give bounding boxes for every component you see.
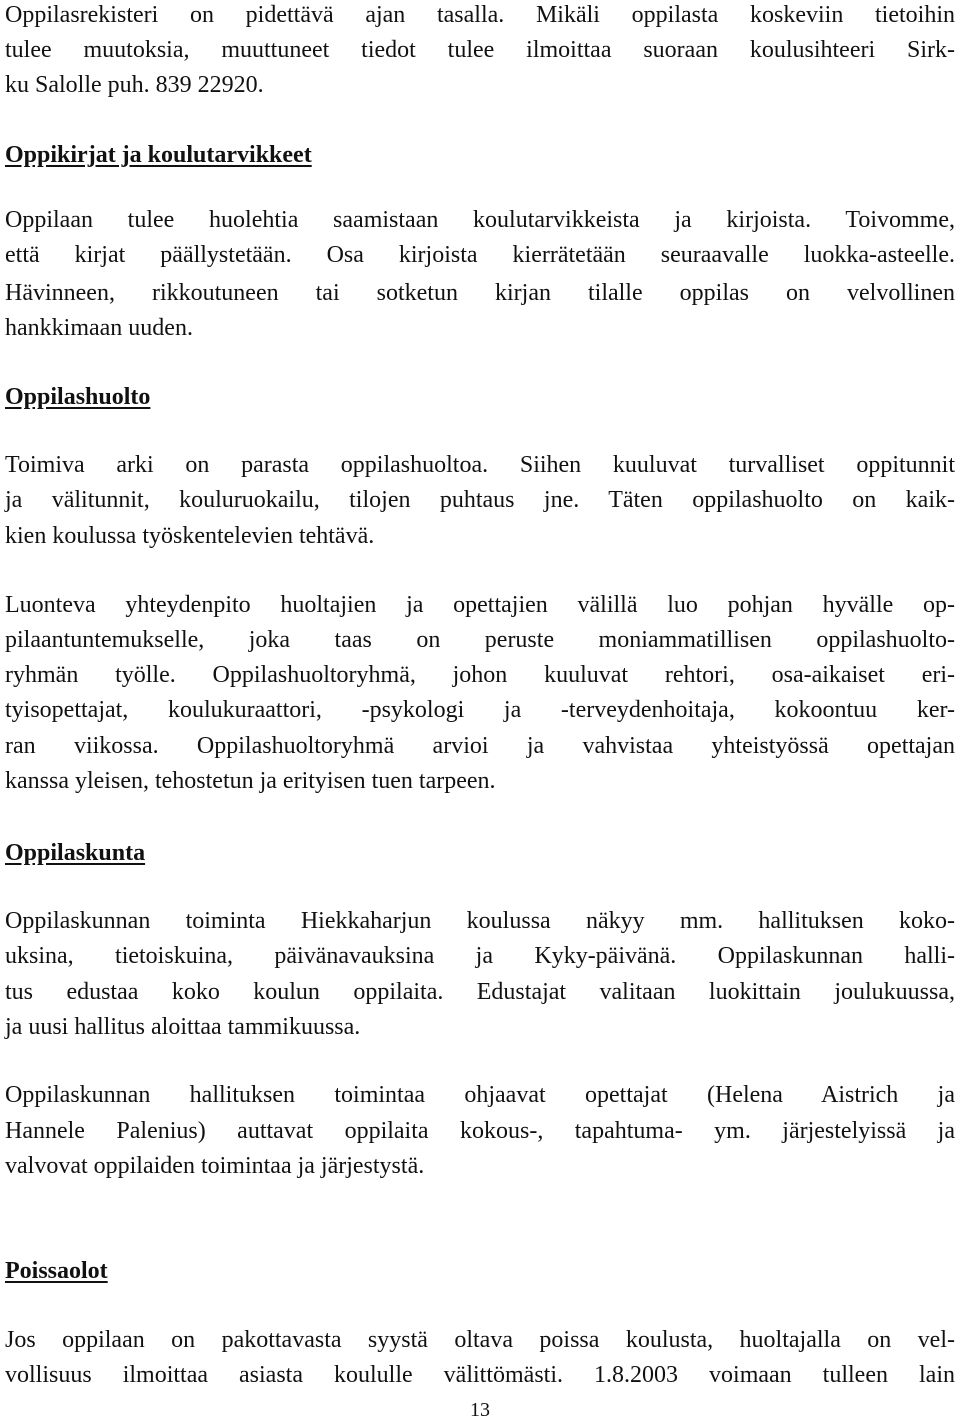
body-text-line: Oppilaskunnan hallituksen toimintaa ohjaavat opettajat (Helena Aistrich ja bbox=[5, 1082, 955, 1108]
body-text-line: tus edustaa koko koulun oppilaita. Edustajat valitaan luokittain joulukuussa, bbox=[5, 979, 955, 1005]
body-text-line: hankkimaan uuden. bbox=[5, 315, 193, 341]
body-text-line: Hannele Palenius) auttavat oppilaita kokous-, tapahtuma- ym. järjestelyissä ja bbox=[5, 1118, 955, 1144]
body-text-line: tulee muutoksia, muuttuneet tiedot tulee ilmoittaa suoraan koulusihteeri Sirk- bbox=[5, 37, 955, 63]
body-text-line: kanssa yleisen, tehostetun ja erityisen tuen tarpeen. bbox=[5, 768, 496, 794]
body-text-line: valvovat oppilaiden toimintaa ja järjestystä. bbox=[5, 1153, 425, 1179]
body-text-line: Hävinneen, rikkoutuneen tai sotketun kirjan tilalle oppilas on velvollinen bbox=[5, 280, 955, 306]
body-text-line: Oppilasrekisteri on pidettävä ajan tasalla. Mikäli oppilasta koskeviin tietoihin bbox=[5, 2, 955, 28]
body-text-line: Jos oppilaan on pakottavasta syystä oltava poissa koulusta, huoltajalla on vel- bbox=[5, 1327, 955, 1353]
body-text-line: Toimiva arki on parasta oppilashuoltoa. Siihen kuuluvat turvalliset oppitunnit bbox=[5, 452, 955, 478]
body-text-line: Oppilaan tulee huolehtia saamistaan koulutarvikkeista ja kirjoista. Toivomme, bbox=[5, 207, 955, 233]
body-text-line: pilaantuntemukselle, joka taas on peruste moniammatillisen oppilashuolto- bbox=[5, 627, 955, 653]
body-text-line: kien koulussa työskentelevien tehtävä. bbox=[5, 523, 375, 549]
body-text-line: ja uusi hallitus aloittaa tammikuussa. bbox=[5, 1014, 361, 1040]
body-text-line: ku Salolle puh. 839 22920. bbox=[5, 72, 264, 98]
section-heading-oppikirjat: Oppikirjat ja koulutarvikkeet bbox=[5, 142, 312, 168]
body-text-line: että kirjat päällystetään. Osa kirjoista kierrätetään seuraavalle luokka-asteelle. bbox=[5, 242, 955, 268]
body-text-line: ryhmän työlle. Oppilashuoltoryhmä, johon kuuluvat rehtori, osa-aikaiset eri- bbox=[5, 662, 955, 688]
body-text-line: ja välitunnit, kouluruokailu, tilojen puhtaus jne. Täten oppilashuolto on kaik- bbox=[5, 487, 955, 513]
body-text-line: vollisuus ilmoittaa asiasta koululle välittömästi. 1.8.2003 voimaan tulleen lain bbox=[5, 1362, 955, 1388]
page-number: 13 bbox=[470, 1399, 490, 1421]
section-heading-oppilashuolto: Oppilashuolto bbox=[5, 384, 151, 410]
body-text-line: Oppilaskunnan toiminta Hiekkaharjun koulussa näkyy mm. hallituksen koko- bbox=[5, 908, 955, 934]
body-text-line: uksina, tietoiskuina, päivänavauksina ja Kyky-päivänä. Oppilaskunnan halli- bbox=[5, 943, 955, 969]
section-heading-oppilaskunta: Oppilaskunta bbox=[5, 840, 146, 866]
body-text-line: ran viikossa. Oppilashuoltoryhmä arvioi ja vahvistaa yhteistyössä opettajan bbox=[5, 733, 955, 759]
section-heading-poissaolot: Poissaolot bbox=[5, 1258, 108, 1284]
body-text-line: Luonteva yhteydenpito huoltajien ja opettajien välillä luo pohjan hyvälle op- bbox=[5, 592, 955, 618]
body-text-line: tyisopettajat, koulukuraattori, -psykologi ja -terveydenhoitaja, kokoontuu ker- bbox=[5, 697, 955, 723]
